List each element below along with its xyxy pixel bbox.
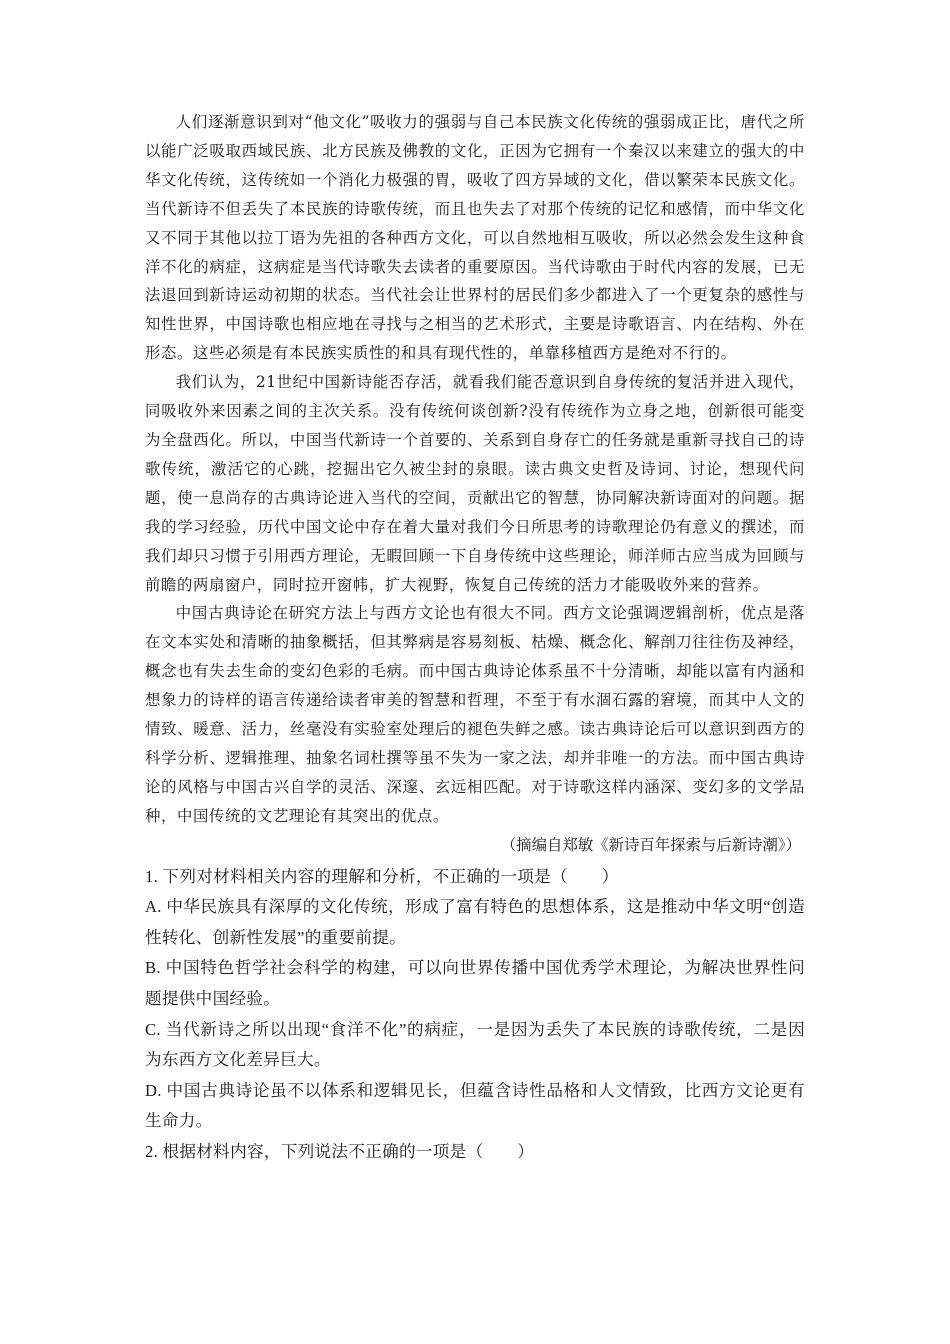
question-2-stem: 2. 根据材料内容，下列说法不正确的一项是（ ） bbox=[145, 1141, 535, 1161]
passage-source: （摘编自郑敏《新诗百年探索与后新诗潮》） bbox=[500, 835, 801, 854]
passage-paragraph-1: 人们逐渐意识到对“他文化”吸收力的强弱与自己本民族文化传统的强弱成正比，唐代之所以能广泛吸取西域民族、北方民族及佛教的文化，正因为它拥有一个秦汉以来建立的强大的中华文化传统，这传统如一个消化力极强的胃，吸收了四方异域的文化，借以繁荣本民族文化。当代新诗不但丢失了本民族的诗歌传统，而且也失去了对那个传统的记忆和感情，而中华文化又不同于其他以拉丁语为先祖的各种西方文化，可以自然地相互吸收，所以必然会发生这种食洋不化的病症，这病症是当代诗歌失去读者的重要原因。当代诗歌由于时代内容的发展，已无法退回到新诗运动初期的状态。当代社会让世界村的居民们多少都进入了一个更复杂的感性与知性世界，中国诗歌也相应地在寻找与之相当的艺术形式，主要是诗歌语言、内在结构、外在形态。这些必须是有本民族实质性的和具有现代性的，单靠移植西方是绝对不行的。 bbox=[145, 113, 805, 363]
question-1-option-b: B. 中国特色哲学社会科学的构建，可以向世界传播中国优秀学术理论，为解决世界性问题提供中国经验。 bbox=[145, 958, 805, 1008]
question-1-stem: 1. 下列对材料相关内容的理解和分析，不正确的一项是（ ） bbox=[145, 866, 619, 886]
question-1-option-a: A. 中华民族具有深厚的文化传统，形成了富有特色的思想体系，这是推动中华文明“创造性转化、创新性发展”的重要前提。 bbox=[145, 897, 805, 947]
passage-paragraph-2: 我们认为，21世纪中国新诗能否存活，就看我们能否意识到自身传统的复活并进入现代，同吸收外来因素之间的主次关系。没有传统何谈创新?没有传统作为立身之地，创新很可能变为全盘西化。所以，中国当代新诗一个首要的、关系到自身存亡的任务就是重新寻找自己的诗歌传统，激活它的心跳，挖掘出它久被尘封的泉眼。读古典文史哲及诗词、讨论，想现代问题，使一息尚存的古典诗论进入当代的空间，贡献出它的智慧，协同解决新诗面对的问题。据我的学习经验，历代中国文论中存在着大量对我们今日所思考的诗歌理论仍有意义的撰述，而我们却只习惯于引用西方理论，无暇回顾一下自身传统中这些理论，师洋师古应当成为回顾与前瞻的两扇窗户，同时拉开窗帏，扩大视野，恢复自己传统的活力才能吸收外来的营养。 bbox=[145, 373, 805, 594]
passage-paragraph-3: 中国古典诗论在研究方法上与西方文论也有很大不同。西方文论强调逻辑剖析，优点是落在文本实处和清晰的抽象概括，但其弊病是容易刻板、枯燥、概念化、解剖刀往往伤及神经，概念也有失去生命的变幻色彩的毛病。而中国古典诗论体系虽不十分清晰，却能以富有内涵和想象力的诗样的语言传递给读者审美的智慧和哲理，不至于有水涸石露的窘境，而其中人文的情致、暖意、活力，丝毫没有实验室处理后的褪色失鲜之感。读古典诗论后可以意识到西方的科学分析、逻辑推理、抽象名词杜撰等虽不失为一家之法，却并非唯一的方法。而中国古典诗论的风格与中国古兴自学的灵活、深邃、玄远相匹配。对于诗歌这样内涵深、变幻多的文学品种，中国传统的文艺理论有其突出的优点。 bbox=[145, 604, 805, 825]
page-content bbox=[145, 108, 805, 1168]
question-1-option-d: D. 中国古典诗论虽不以体系和逻辑见长，但蕴含诗性品格和人文情致，比西方文论更有生命力。 bbox=[145, 1080, 805, 1131]
question-1-option-c: C. 当代新诗之所以出现“食洋不化”的病症，一是因为丢失了本民族的诗歌传统，二是因为东西方文化差异巨大。 bbox=[145, 1019, 805, 1070]
